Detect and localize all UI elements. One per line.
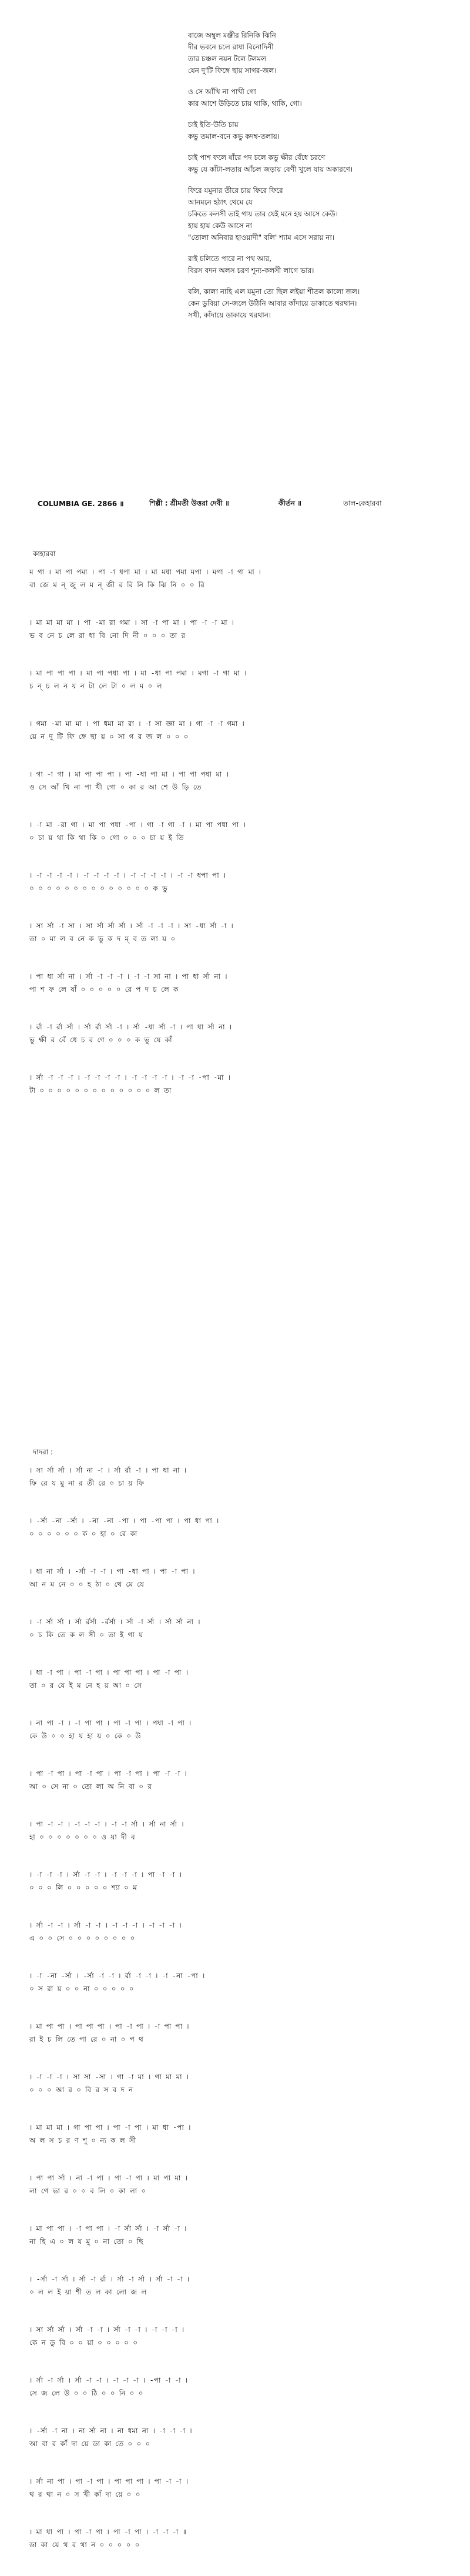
swara-line: । র্সা -া -া -া । -া -া -া -া । -া -া -া -া । -া -া -পা -মা । bbox=[29, 1073, 230, 1082]
notation-row bbox=[29, 1514, 452, 1565]
notation-row bbox=[29, 1615, 452, 1666]
swara-line: । না পা -া । -া পা পা । পা -া পা । পধা -া পা । bbox=[29, 1719, 192, 1727]
lyric-syllable-line: এ ০ ০ সে ০ ০ ০ ০ ০ ০ ০ ০ bbox=[29, 1934, 135, 1942]
lyric-line: বিরস বদন অলস চরণ শূন্য-কলসী লাগে ভার। bbox=[188, 266, 314, 275]
swara-line: । -র্সা -া না । না র্সা না । না ধমা না । -া -া -া । bbox=[29, 2427, 192, 2435]
swara-line: । গমা -মা মা মা । পা ধমা মা রা । -া সা জ্ঞা মা । গা -া -া গমা । bbox=[29, 720, 244, 728]
section-label-kaharba: কাহারবা bbox=[33, 550, 56, 558]
swara-line: । সা র্সা -া সা । সা র্সা র্সা র্সা । র্সা -া -া -া । সা -ধা র্সা -া । bbox=[29, 922, 233, 930]
swara-line: । ধা -া পা । পা -া পা । পা পা পা । পা -া পা । bbox=[29, 1668, 188, 1677]
swara-line: । মা পা পা । -া পা পা । -া র্সা র্সা । -া র্সা -া । bbox=[29, 2224, 187, 2233]
notation-row bbox=[29, 2525, 452, 2576]
tala-label: তাল-কেহারবা bbox=[343, 499, 382, 507]
notation-row bbox=[29, 2222, 452, 2273]
notation-row bbox=[29, 2020, 452, 2070]
lyric-syllable-line: ০ ০ ০ আ র ০ বি র স ব দ ন bbox=[29, 2086, 133, 2094]
lyric-syllable-line: আ ন ম নে ০ ০ হ ঠা ০ থে মে যে bbox=[29, 1580, 144, 1588]
lyric-syllable-line: ০ ০ ০ ০ ০ ০ ০ ০ ০ ০ ০ ০ ০ ০ ক ভু bbox=[29, 884, 167, 892]
swara-line: । পা পা র্সা । না -া পা । পা -া পা । মা পা মা । bbox=[29, 2174, 187, 2182]
lyric-syllable-line: আ বা র কাঁ দা য়ে ডা কা তে ০ ০ ০ bbox=[29, 2440, 150, 2448]
lyric-syllable-line: কে ন ডু বি ০ ০ য়া ০ ০ ০ ০ ০ bbox=[29, 2339, 138, 2347]
notation-row bbox=[29, 768, 452, 818]
lyric-line: চকিতে কলসী তাই গায় তার যেই মনে হয় আসে কেউ। bbox=[188, 210, 338, 218]
lyric-syllable-line: ০ চা য় থা কি থা কি ০ গো ০ ০ ০ চা য় ই তি bbox=[29, 834, 184, 842]
notation-block-kaharba bbox=[29, 566, 452, 1122]
notation-row bbox=[29, 1071, 452, 1122]
notation-block-dadra bbox=[29, 1464, 452, 2576]
lyric-line: ও সে আঁখি না পাখী গো bbox=[188, 88, 256, 96]
swara-line: । ধা না র্সা । -র্সা -া -া । পা -ধা পা । পা -া পা । bbox=[29, 1567, 195, 1575]
swara-line: । -া -া -া । সা সা -সা । গা -া মা । গা মা মা । bbox=[29, 2073, 189, 2081]
swara-line: । গা -া গা । মা পা পা পা । পা -ধা পা মা । পা পা পধা মা । bbox=[29, 770, 229, 778]
lyric-line: কেন ডুবিয়া সে-জলে উঠিনি আবার কাঁদায়ে ডাকাতে থরথান। bbox=[188, 299, 357, 307]
lyric-line: ফিরে যমুনার তীরে চায় ফিরে ফিরে bbox=[188, 186, 283, 195]
notation-row bbox=[29, 970, 452, 1021]
lyric-syllable-line: ডা কা য়ে থ র থা ন ০ ০ ০ ০ ০ bbox=[29, 2541, 140, 2549]
notation-row bbox=[29, 616, 452, 667]
notation-row bbox=[29, 566, 452, 616]
lyric-stanza bbox=[188, 29, 446, 76]
swara-line: । র্সা -া র্সা । র্সা -া -া । -া -া -া । -পা -া -া । bbox=[29, 2376, 188, 2384]
notation-row bbox=[29, 2374, 452, 2424]
lyric-syllable-line: টা ০ ০ ০ ০ ০ ০ ০ ০ ০ ০ ০ ০ ০ ল তা bbox=[29, 1086, 172, 1095]
swara-line: । সা র্সা র্সা । র্সা -া -া । র্সা -া -া । -া -া -া । bbox=[29, 2326, 184, 2334]
swara-line: । -া -া -া । র্সা -া -া । -া -া -া । পা -া -া । bbox=[29, 1871, 182, 1879]
lyric-syllable-line: ০ চ কি তে ক ল সী ০ তা ই গা য় bbox=[29, 1631, 143, 1639]
swara-line: । পা -া -া । -া -া -া । -া -া র্সা । র্সা না র্সা । bbox=[29, 1820, 184, 1828]
lyric-stanza bbox=[188, 185, 446, 243]
notation-row bbox=[29, 667, 452, 717]
notation-row bbox=[29, 1919, 452, 1969]
swara-line: । পা ধা র্সা না । র্সা -া -া -া । -া -া সা না । পা ধা র্সা না । bbox=[29, 972, 227, 981]
swara-line: । -া -না -র্সা । -র্সা -া -া । র্রা -া -া । -া -না -পা । bbox=[29, 1972, 205, 1980]
lyric-stanza bbox=[188, 253, 446, 276]
swara-line: । পা -া পা । পা -া পা । পা -া পা । পা -া -া । bbox=[29, 1769, 187, 1778]
notation-row bbox=[29, 2323, 452, 2374]
lyric-stanza bbox=[188, 286, 446, 321]
notation-row bbox=[29, 1868, 452, 1919]
record-number: COLUMBIA GE. 2866 ॥ bbox=[38, 500, 124, 508]
lyric-syllable-line: রা ই চ লি তে পা রে ০ না ০ প থ bbox=[29, 2035, 143, 2043]
lyric-stanza bbox=[188, 152, 446, 175]
notation-row bbox=[29, 2424, 452, 2475]
notation-row bbox=[29, 1565, 452, 1615]
lyric-line: যেন দু'টি ফিঙ্গে ছায় সাগর-জল। bbox=[188, 66, 277, 75]
lyric-syllable-line: পা শ ফ লে ষাঁ ০ ০ ০ ০ ০ রে প দ চ লে ক bbox=[29, 985, 179, 993]
swara-line: । -র্সা -া র্সা । র্সা -া র্রা । র্সা -া র্সা । র্সা -া -া । bbox=[29, 2275, 190, 2283]
lyric-line: আনমনে হঠাৎ থেমে যে bbox=[188, 198, 253, 206]
notation-row bbox=[29, 2475, 452, 2525]
lyric-syllable-line: থ র থা ন ০ স খী কাঁ দা য়ে ০ ০ bbox=[29, 2490, 140, 2498]
lyric-line: চাই পাশ ফলে ষাঁরে পদ চলে কভু ক্ষীর বেঁধে চরণে bbox=[188, 153, 325, 162]
swara-line: । -া মা -রা গা । মা পা পধা -পা । গা -া গা -া । মা পা পধা পা । bbox=[29, 821, 246, 829]
swara-line: । মা পা পা । পা পা পা । পা -া পা । -া পা পা । bbox=[29, 2022, 189, 2030]
notation-row bbox=[29, 869, 452, 919]
lyric-syllable-line: লা গে ভা র ০ ০ ব লি ০ কা লা ০ bbox=[29, 2187, 146, 2195]
lyric-syllable-line: ০ স রা য় ০ ০ না ০ ০ ০ ০ ০ bbox=[29, 1985, 134, 1993]
lyric-line: তার চঞ্চল নয়ন টলে টলমল bbox=[188, 55, 267, 63]
lyric-syllable-line: য়ে ন দু টি ফি ঙ্গে ছা য় ০ সা গ র জ ল ০ ০ ০ bbox=[29, 732, 189, 741]
lyric-syllable-line: ০ ০ ০ লি ০ ০ ০ ০ ০ শ্যা ০ ম bbox=[29, 1884, 137, 1892]
lyric-line: চাই ইতি-উতি চায় bbox=[188, 121, 239, 129]
lyric-line: কভু যে কাঁটা-লতায় আঁচল জড়ায় বেণী খুলে যায় অকারণে। bbox=[188, 165, 353, 173]
swara-line: । -া -া -া -া । -া -া -া -া । -া -া -া -া । -া -া ধপা পা । bbox=[29, 871, 226, 879]
swara-line: । মা মা মা মা । পা -মা রা গমা । সা -া পা মা । পা -া -া মা । bbox=[29, 618, 234, 627]
notation-row bbox=[29, 2121, 452, 2172]
swara-line: । সা র্সা র্সা । র্সা না -া । র্সা র্রা -া । পা ধা না । bbox=[29, 1466, 187, 1474]
lyric-syllable-line: ভ ব নে চ লে রা ধা বি নো দি নী ০ ০ ০ তা র bbox=[29, 631, 186, 640]
swara-line: । র্রা -া র্রা র্সা । র্সা র্রা র্সা -া । র্সা -ধা র্সা -া । পা ধা র্সা না । bbox=[29, 1023, 232, 1031]
lyric-syllable-line: আ ০ সে না ০ তো লা অ নি বা ০ র bbox=[29, 1782, 152, 1791]
notation-row bbox=[29, 1818, 452, 1868]
notation-row bbox=[29, 1021, 452, 1071]
lyric-line: রাই চলিতে পারে না পথ আর, bbox=[188, 255, 272, 263]
notation-row bbox=[29, 2273, 452, 2323]
notation-row bbox=[29, 2172, 452, 2222]
lyric-syllable-line: কে উ ০ ০ হা য় হা য় ০ কে ০ উ bbox=[29, 1732, 141, 1740]
notation-row bbox=[29, 919, 452, 970]
lyric-line: হায় হায় কেউ আসে না bbox=[188, 222, 252, 230]
notation-row bbox=[29, 1666, 452, 1717]
lyric-syllable-line: অ ল স চ র ণ শূ ০ ন্য ক ল সী bbox=[29, 2136, 136, 2145]
song-lyrics bbox=[188, 29, 446, 330]
lyric-line: বলি, কালা নাহি এল যমুনা তো ছিল লইয়া শীতল কালো জল। bbox=[188, 287, 360, 296]
swara-line: ম গা । মা পা পমা । পা -া ধপা মা । মা মধা পমা মপা । মগা -া গা মা । bbox=[29, 568, 261, 576]
notation-row bbox=[29, 1969, 452, 2020]
lyric-syllable-line: তা ০ মা ল ব নে ক ভু ক দ ম্ ব ত লা য় ০ bbox=[29, 935, 176, 943]
notation-row bbox=[29, 818, 452, 869]
lyric-line: "তোলা অনিবার হাওয়াদী" বলি' শ্যাম এসে সরায় না। bbox=[188, 233, 335, 242]
lyric-syllable-line: তা ০ র যে ই ম নে হ য় আ ০ সে bbox=[29, 1681, 142, 1690]
lyric-syllable-line: সে জ লে উ ০ ০ ঠি ০ ০ নি ০ ০ bbox=[29, 2389, 143, 2397]
notation-row bbox=[29, 1767, 452, 1818]
artist-credit: শিল্পী : শ্রীমতী উত্তরা দেবী ॥ bbox=[149, 499, 229, 507]
swara-line: । -র্সা -না -র্সা । -না -না -পা । পা -পা পা । পা ধা পা । bbox=[29, 1517, 219, 1525]
lyric-line: দীর ভবনে চলে রাধা বিনোদিনী bbox=[188, 43, 274, 51]
lyric-line: বাজে অম্বুল মঞ্জীর রিনিকি ঝিনি bbox=[188, 31, 276, 39]
lyric-syllable-line: হা ০ ০ ০ ০ ০ ০ ০ ও য়া দী ব bbox=[29, 1833, 135, 1841]
lyric-line: সখী, কাঁদায়ে ডাকায়ে থরথান। bbox=[188, 311, 271, 319]
lyric-syllable-line: ০ ল ল ই য়া শী ত ল কা লো জ ল bbox=[29, 2288, 147, 2296]
section-label-dadra: দাদরা : bbox=[33, 1448, 53, 1456]
lyric-stanza bbox=[188, 119, 446, 142]
swara-line: । র্সা না পা । পা -া পা । পা পা পা । পা -া -া । bbox=[29, 2477, 189, 2485]
notation-row bbox=[29, 1717, 452, 1767]
lyric-syllable-line: ভু ক্ষী র বেঁ ধে চ র ণে ০ ০ ০ ক ভু যে কাঁ bbox=[29, 1036, 172, 1044]
genre-label: কীর্তন ॥ bbox=[278, 499, 301, 507]
lyric-syllable-line: চ ন্ চ ল ন য় ন টা লে টা ০ ল ম ০ ল bbox=[29, 682, 162, 690]
record-header bbox=[38, 499, 449, 513]
swara-line: । -া র্সা র্সা । র্সা র্রর্সা -র্রর্সা । র্সা -া র্সা । র্সা র্সা না । bbox=[29, 1618, 200, 1626]
lyric-syllable-line: বা জে ম ন্ জু ল ম ন্ জী র রি নি কি ঝি নি ০ ০ রি bbox=[29, 581, 204, 589]
swara-line: । মা মা মা । গা পা পা । পা -া পা । মা ধা -পা । bbox=[29, 2123, 191, 2132]
lyric-syllable-line: ও সে আঁ খি না পা খী গো ০ কা র আ শে উ ড়ি তে bbox=[29, 783, 202, 791]
notation-row bbox=[29, 2070, 452, 2121]
notation-row bbox=[29, 1464, 452, 1514]
swara-line: । মা পা পা পা । মা পা পধা পা । মা -ধা পা পমা । মগা -া গা মা । bbox=[29, 669, 247, 677]
swara-line: । র্সা -া -া । র্সা -া -া । -া -া -া । -া -া -া । bbox=[29, 1921, 182, 1929]
swara-line: । মা ধা পা । পা -া পা । পা -া পা । -া -া -া ॥ bbox=[29, 2528, 187, 2536]
lyric-line: কার আশে উড়িতে চায় থাকি, থাকি, গো। bbox=[188, 99, 302, 108]
lyric-syllable-line: না হি এ ০ ল য মু ০ না তো ০ ছি bbox=[29, 2237, 143, 2246]
lyric-stanza bbox=[188, 86, 446, 109]
lyric-line: কভু তমাল-বনে কভু কদম্ব-তলায়। bbox=[188, 132, 280, 140]
notation-row bbox=[29, 717, 452, 768]
lyric-syllable-line: ০ ০ ০ ০ ০ ০ ক ০ হা ০ রে কা bbox=[29, 1530, 137, 1538]
lyric-syllable-line: ফি রে য মু না র তী রে ০ চা য় ফি bbox=[29, 1479, 144, 1487]
